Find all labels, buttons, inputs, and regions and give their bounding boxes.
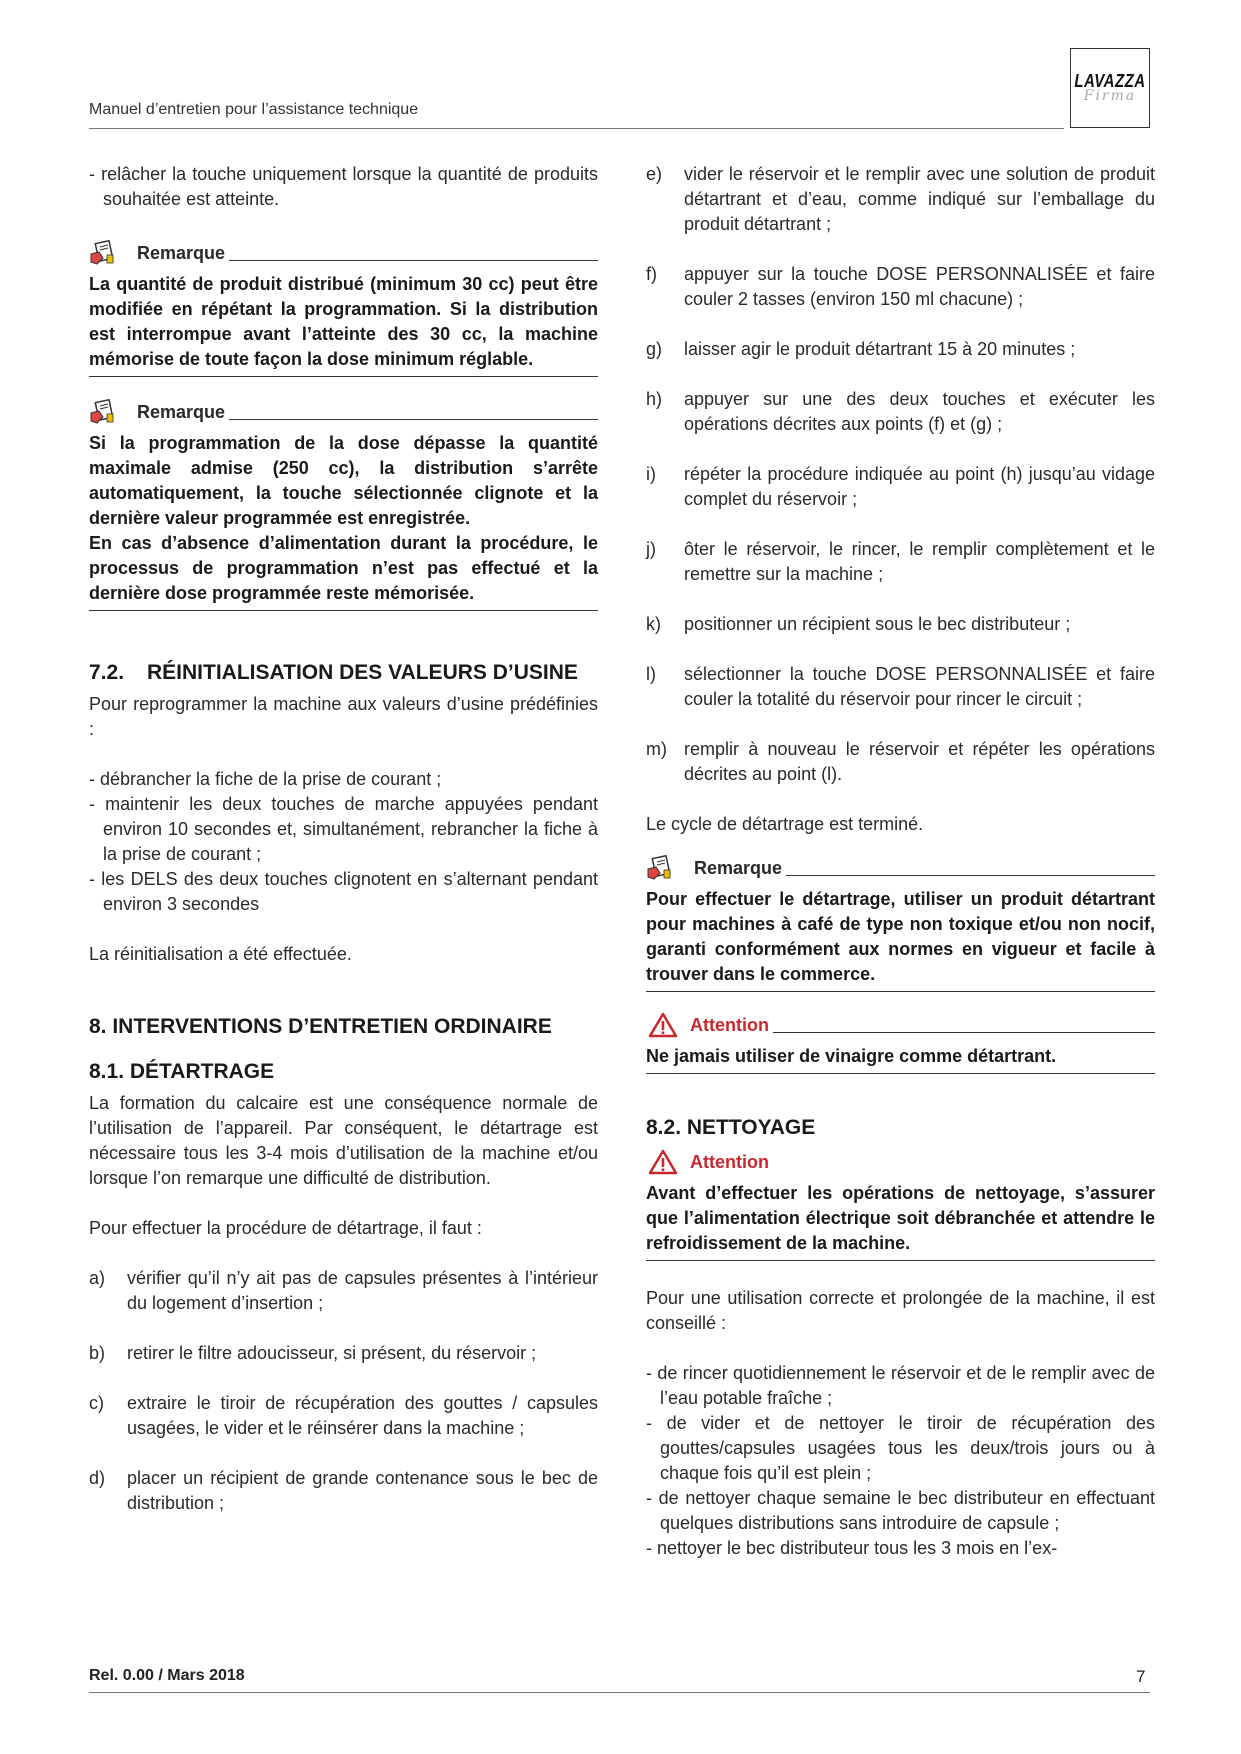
list-item: - de vider et de nettoyer le tiroir de récupération des gouttes/capsules usagées tous les deux/trois jours ou à chaque fois qu’il est plein ; [646,1413,1155,1483]
section-8-1-heading: 8.1. DÉTARTRAGE [89,1060,275,1083]
step-item [646,737,1155,787]
note-text-part1: Si la programmation de la dose dépasse la quantité maximale admise (250 cc), la distribution s’arrête automatiquement, la touche sélectionnée clignote et la dernière valeur programmée est enregistrée. [89,433,598,528]
step-text: extraire le tiroir de récupération des gouttes / capsules usagées, le vider et le réinsérer dans la machine ; [127,1393,598,1438]
section-intro: Pour reprogrammer la machine aux valeurs d’usine prédéfinies : [89,694,598,739]
step-text: retirer le filtre adoucisseur, si présent, du réservoir ; [127,1343,537,1363]
note-text: Pour effectuer le détartrage, utiliser un produit détartrant pour machines à café de type non toxique et/ou non nocif, garanti conformément aux normes en vigueur et facile à trouver dans le commerce. [646,887,1155,992]
note-header [89,240,598,266]
step-letter: j) [646,539,656,559]
list-item: - de nettoyer chaque semaine le bec distributeur en effectuant quelques distributions sans introduire de capsule ; [646,1488,1155,1533]
step-letter: g) [646,339,663,359]
step-text: ôter le réservoir, le rincer, le remplir complètement et le remettre sur la machine ; [684,539,1155,584]
section-intro: La formation du calcaire est une conséquence normale de l’utilisation de l’appareil. Par conséquent, le détartrage est nécessaire tous les 3-4 mois d’utilisation de la machine et/ou lorsque l’on remarque une difficulté de distribution. [89,1093,598,1188]
step-letter: a) [89,1268,106,1288]
list-item: - débrancher la fiche de la prise de courant ; [89,769,442,789]
step-item [646,162,1155,237]
note-rule [229,419,598,420]
step-letter: b) [89,1343,106,1363]
warning-label: Attention [690,1015,769,1035]
logo-sub: Firma [1083,88,1137,104]
step-text: appuyer sur la touche DOSE PERSONNALISÉE et faire couler 2 tasses (environ 150 ml chacune) ; [684,264,1155,309]
step-item [646,262,1155,312]
step-letter: h) [646,389,663,409]
note-rule [229,260,598,261]
note-hand-icon [646,855,674,881]
note-header [89,399,598,425]
step-text: appuyer sur une des deux touches et exécuter les opérations décrites aux points (f) et (g) ; [684,389,1155,434]
note-rule [786,875,1155,876]
release-instruction: - relâcher la touche uniquement lorsque la quantité de produits souhaitée est atteinte. [89,164,598,209]
step-text: vérifier qu’il n’y ait pas de capsules présentes à l’intérieur du logement d’insertion ; [127,1268,598,1313]
cycle-done: Le cycle de détartrage est terminé. [646,814,924,834]
step-letter: m) [646,739,667,759]
note-label: Remarque [694,858,783,878]
note-text [89,431,598,611]
note-label: Remarque [137,402,226,422]
step-text: remplir à nouveau le réservoir et répéter les opérations décrites au point (l). [684,739,1155,784]
section-number: 7.2. [89,661,125,684]
list-item: - nettoyer le bec distributeur tous les 3 mois en l’ex- [646,1538,1058,1558]
section-8-2-heading: 8.2. NETTOYAGE [646,1116,816,1139]
page-number: 7 [1136,1667,1146,1686]
step-item [646,612,1155,637]
logo-brand: LAVAZZA [1074,71,1146,92]
procedure-intro: Pour effectuer la procédure de détartrage, il faut : [89,1218,482,1238]
list-item: - les DELS des deux touches clignotent en s’alternant pendant environ 3 secondes [89,869,598,914]
release-info: Rel. 0.00 / Mars 2018 [89,1667,245,1684]
reset-done: La réinitialisation a été effectuée. [89,944,352,964]
step-item [646,462,1155,512]
note-text-part2: En cas d’absence d’alimentation durant la procédure, le processus de programmation n’est pas effectué et la dernière dose programmée reste mémorisée. [89,533,598,603]
section-7-2-heading [89,659,598,686]
step-text: sélectionner la touche DOSE PERSONNALISÉE et faire couler la totalité du réservoir pour rincer le circuit ; [684,664,1155,709]
warning-text: Avant d’effectuer les opérations de nettoyage, s’assurer que l’alimentation électrique soit débranchée et attendre le refroidissement de la machine. [646,1181,1155,1261]
step-text: laisser agir le produit détartrant 15 à 20 minutes ; [684,339,1076,359]
step-item [646,387,1155,437]
header-divider [89,128,1064,129]
step-letter: e) [646,164,663,184]
list-item: - de rincer quotidiennement le réservoir et de le remplir avec de l’eau potable fraîche ; [646,1363,1155,1408]
step-item [89,1341,598,1366]
section-title: RÉINITIALISATION DES VALEURS D’USINE [147,661,578,684]
left-column [89,162,598,1516]
right-column [646,162,1155,1561]
note-text: La quantité de produit distribué (minimum 30 cc) peut être modifiée en répétant la programmation. Si la distribution est interrompue avant l’atteinte des 30 cc, la machine mémorise de toute façon la dose minimum réglable. [89,272,598,377]
warning-rule [773,1032,1155,1033]
section-8-heading: 8. INTERVENTIONS D’ENTRETIEN ORDINAIRE [89,1015,552,1038]
step-text: positionner un récipient sous le bec distributeur ; [684,614,1071,634]
step-text: vider le réservoir et le remplir avec une solution de produit détartrant et d’eau, comme indiqué sur l’emballage du produit détartrant ; [684,164,1155,234]
warning-triangle-icon [646,1012,680,1038]
warning-label: Attention [690,1152,769,1172]
step-item [89,1391,598,1441]
warning-header [646,1012,1155,1038]
step-letter: l) [646,664,656,684]
step-item [646,662,1155,712]
step-letter: k) [646,614,661,634]
step-item [646,337,1155,362]
note-hand-icon [89,399,117,425]
list-item: - maintenir les deux touches de marche appuyées pendant environ 10 secondes et, simultanément, rebrancher la fiche à la prise de courant ; [89,794,598,864]
header-title: Manuel d’entretien pour l’assistance technique [89,101,419,118]
step-letter: d) [89,1468,106,1488]
warning-text: Ne jamais utiliser de vinaigre comme détartrant. [646,1044,1155,1074]
step-item [89,1266,598,1316]
lavazza-logo [1070,48,1150,128]
note-hand-icon [89,240,117,266]
warning-header [646,1149,1155,1175]
step-letter: c) [89,1393,104,1413]
step-text: placer un récipient de grande contenance sous le bec de distribution ; [127,1468,598,1513]
footer-divider [89,1692,1150,1693]
section-intro: Pour une utilisation correcte et prolongée de la machine, il est conseillé : [646,1288,1155,1333]
step-item [89,1466,598,1516]
step-text: répéter la procédure indiquée au point (h) jusqu’au vidage complet du réservoir ; [684,464,1155,509]
step-letter: f) [646,264,657,284]
note-label: Remarque [137,243,226,263]
step-item [646,537,1155,587]
step-letter: i) [646,464,656,484]
note-header [646,855,1155,881]
warning-triangle-icon [646,1149,680,1175]
